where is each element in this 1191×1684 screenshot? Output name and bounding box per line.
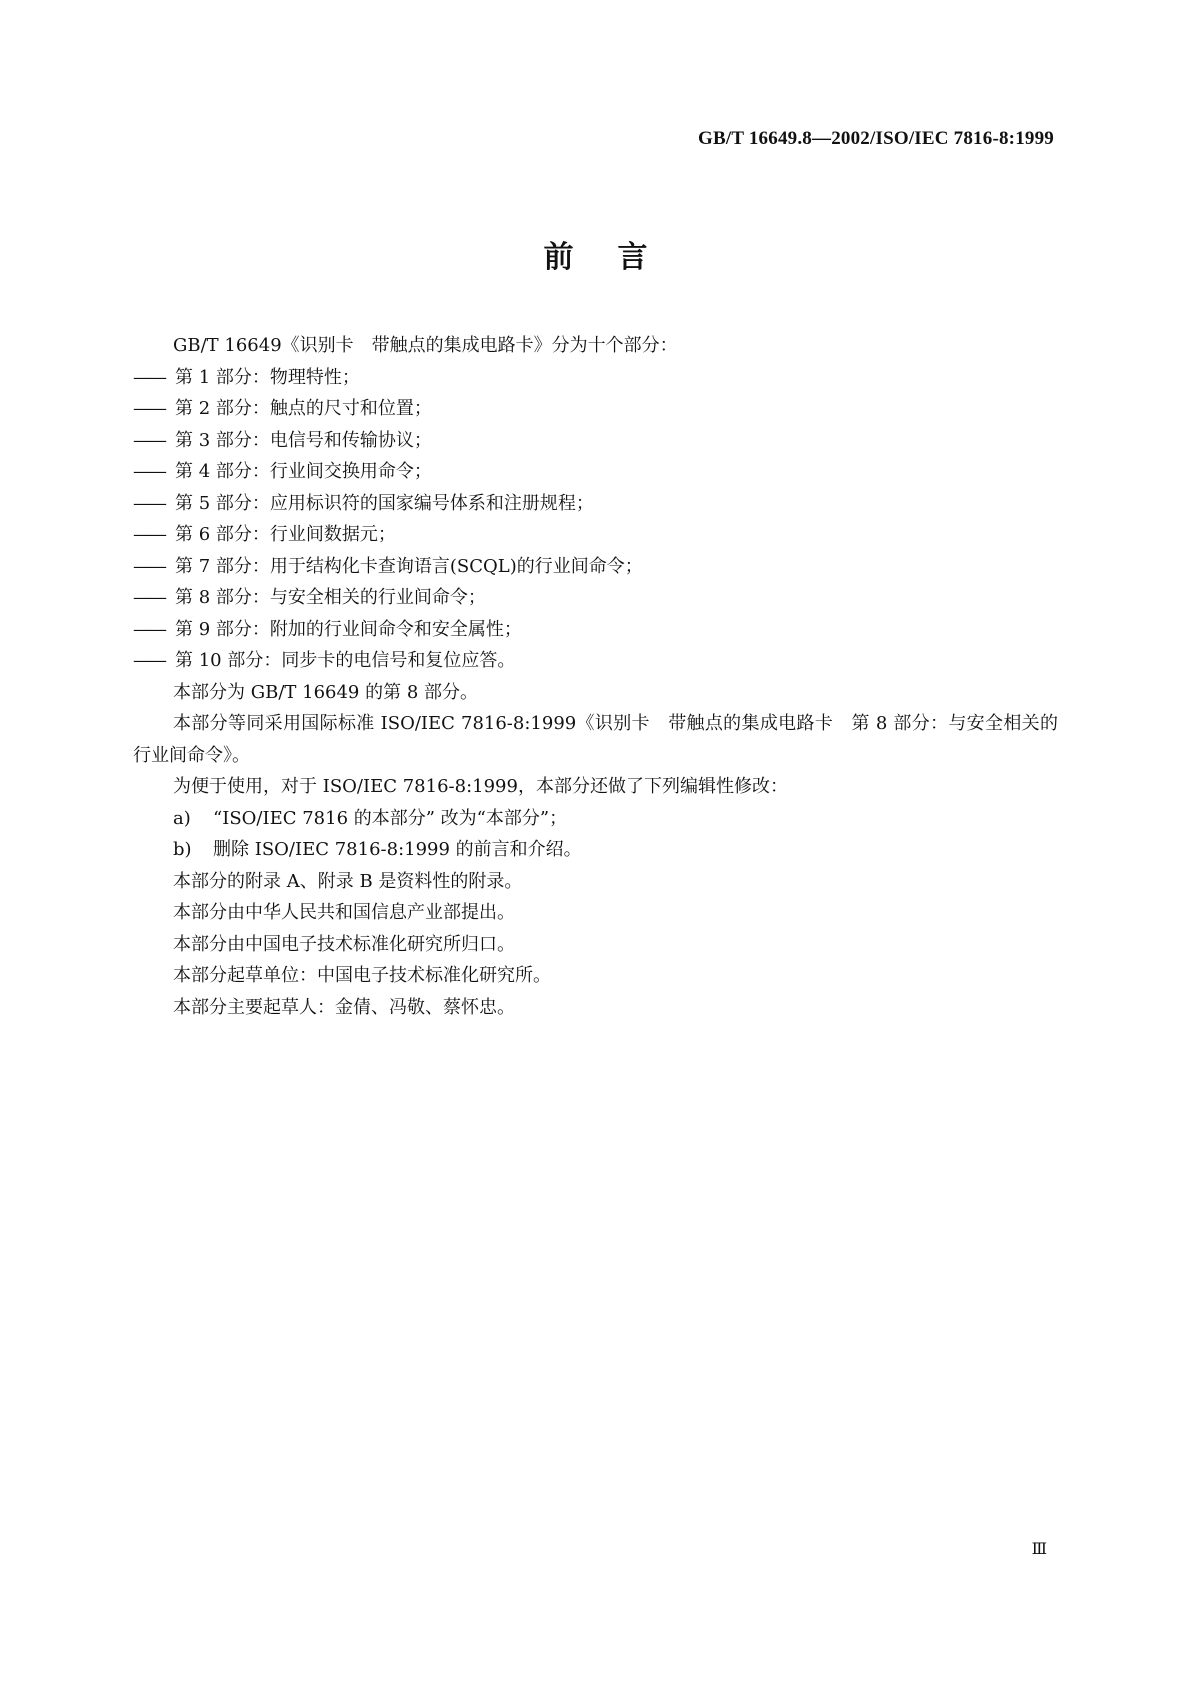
dash-marker: —— (133, 461, 165, 482)
dash-marker: —— (133, 398, 165, 419)
edit-item (133, 803, 1058, 835)
dash-marker: —— (133, 366, 165, 388)
dash-marker: —— (133, 492, 165, 514)
list-item-text: 第 6 部分：行业间数据元； (175, 524, 396, 545)
list-item-text: 第 5 部分：应用标识符的国家编号体系和注册规程； (175, 492, 594, 514)
dash-marker: —— (133, 618, 165, 640)
edits-intro-paragraph: 为便于使用，对于 ISO/IEC 7816-8:1999，本部分还做了下列编辑性修改： (173, 776, 788, 797)
list-item-text: 第 3 部分：电信号和传输协议； (175, 429, 432, 451)
list-item-text: 第 4 部分：行业间交换用命令； (175, 461, 432, 482)
standard-code-header: GB/T 16649.8—2002/ISO/IEC 7816-8:1999 (698, 128, 1054, 149)
intro-paragraph: GB/T 16649《识别卡 带触点的集成电路卡》分为十个部分： (173, 335, 678, 356)
page-number: Ⅲ (1031, 1541, 1046, 1558)
list-item (133, 393, 1058, 425)
list-item (133, 488, 1058, 520)
list-item (133, 582, 1058, 614)
list-item-text: 第 10 部分：同步卡的电信号和复位应答。 (175, 650, 516, 671)
edit-text: “ISO/IEC 7816 的本部分” 改为“本部分”； (213, 807, 568, 829)
list-item (133, 551, 1058, 583)
list-item (133, 425, 1058, 457)
part-number-paragraph: 本部分为 GB/T 16649 的第 8 部分。 (173, 681, 478, 703)
page-title: 前言 (543, 240, 692, 275)
proposed-by-paragraph: 本部分由中华人民共和国信息产业部提出。 (173, 902, 515, 923)
list-item (133, 519, 1058, 551)
drafting-unit-paragraph: 本部分起草单位：中国电子技术标准化研究所。 (173, 965, 551, 986)
dash-marker: —— (133, 650, 165, 671)
edit-text: 删除 ISO/IEC 7816-8:1999 的前言和介绍。 (213, 839, 582, 860)
dash-marker: —— (133, 429, 165, 451)
dash-marker: —— (133, 587, 165, 608)
dash-marker: —— (133, 524, 165, 545)
list-item (133, 362, 1058, 394)
list-item-text: 第 8 部分：与安全相关的行业间命令； (175, 587, 486, 608)
annex-paragraph: 本部分的附录 A、附录 B 是资料性的附录。 (173, 870, 523, 892)
list-item (133, 645, 1058, 677)
edit-marker: b) (173, 839, 192, 860)
drafters-paragraph: 本部分主要起草人：金倩、冯敬、蔡怀忠。 (173, 996, 515, 1018)
list-item (133, 456, 1058, 488)
centralized-by-paragraph: 本部分由中国电子技术标准化研究所归口。 (173, 933, 515, 955)
adoption-paragraph: 本部分等同采用国际标准 ISO/IEC 7816-8:1999《识别卡 带触点的集成电路卡 第 8 部分：与安全相关的行业间命令》。 (133, 713, 1058, 766)
edits-list (133, 803, 1058, 866)
foreword-body (133, 330, 1058, 1023)
list-item (133, 614, 1058, 646)
edit-item (133, 834, 1058, 866)
list-item-text: 第 9 部分：附加的行业间命令和安全属性； (175, 618, 522, 640)
dash-marker: —— (133, 555, 165, 577)
parts-list (133, 362, 1058, 677)
list-item-text: 第 1 部分：物理特性； (175, 366, 360, 388)
list-item-text: 第 2 部分：触点的尺寸和位置； (175, 398, 432, 419)
edit-marker: a) (173, 807, 191, 829)
list-item-text: 第 7 部分：用于结构化卡查询语言(SCQL)的行业间命令； (175, 555, 643, 577)
